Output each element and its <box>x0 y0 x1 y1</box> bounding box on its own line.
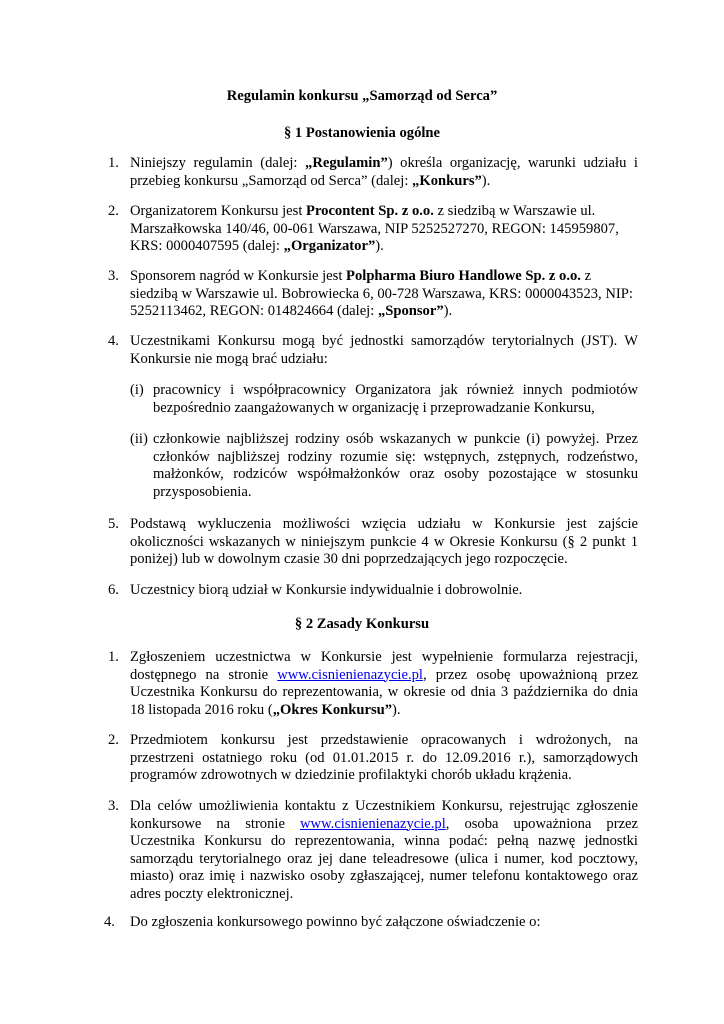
s2-item-3 <box>108 798 638 903</box>
s1-item-4-sub-i <box>130 382 638 417</box>
item-number: 4. <box>108 333 119 349</box>
website-link[interactable]: www.cisnienienazycie.pl <box>300 815 446 832</box>
item-text: Organizatorem Konkursu jest Procontent Sp. z o.o. z siedzibą w Warszawie ul. Marszałkowska 140/46, 00-061 Warszawa, NIP 5252527270, REGON: 145959807, KRS: 0000407595 (dalej: „Organizator”). <box>130 203 619 254</box>
item-number: 4. <box>104 914 115 930</box>
s2-item-4 <box>104 914 638 932</box>
item-text: Zgłoszeniem uczestnictwa w Konkursie jest wypełnienie formularza rejestracji, dostępnego na stronie www.cisnienienazycie.pl, przez osobę upoważnioną przez Uczestnika Konkursu do reprezentowania, w okresie od dnia 3 października do dnia 18 listopada 2016 roku („Okres Konkursu”). <box>130 649 638 718</box>
item-text: Uczestnikami Konkursu mogą być jednostki samorządów terytorialnych (JST). W Konkursie nie mogą brać udziału: <box>130 333 638 367</box>
sub-item-number: (ii) <box>130 431 148 447</box>
s2-item-1 <box>108 649 638 719</box>
item-number: 1. <box>108 155 119 171</box>
sub-item-text: pracownicy i współpracownicy Organizatora jak również innych podmiotów bezpośrednio zaangażowanych w organizację i przeprowadzanie Konkursu, <box>153 382 638 416</box>
s2-item-2 <box>108 732 638 785</box>
item-text: Do zgłoszenia konkursowego powinno być załączone oświadczenie o: <box>130 914 541 930</box>
item-text: Przedmiotem konkursu jest przedstawienie opracowanych i wdrożonych, na przestrzeni ostatniego roku (od 01.01.2015 r. do 12.09.2016 r.), samorządowych programów zdrowotnych w dziedzinie profilaktyki chorób układu krążenia. <box>130 732 638 783</box>
item-text: Dla celów umożliwienia kontaktu z Uczestnikiem Konkursu, rejestrując zgłoszenie konkursowe na stronie www.cisnienienazycie.pl, osoba upoważniona przez Uczestnika Konkursu do reprezentowania, winna podać: pełną nazwę jednostki samorządu terytorialnego oraz jej dane teleadresowe (ulica i numer, kod pocztowy, miasto) oraz imię i nazwisko osoby zgłaszającej, numer telefonu kontaktowego oraz adres poczty elektronicznej. <box>130 798 638 902</box>
item-text: Niniejszy regulamin (dalej: „Regulamin”) określa organizację, warunki udziału i przebieg konkursu „Samorząd od Serca” (dalej: „Konkurs”). <box>130 155 638 189</box>
item-number: 3. <box>108 798 119 814</box>
sub-item-number: (i) <box>130 382 144 398</box>
sub-item-text: członkowie najbliższej rodziny osób wskazanych w punkcie (i) powyżej. Przez członków najbliższej rodziny rozumie się: wstępnych, zstępnych, rodzeństwo, małżonków, rodziców współmałżonków oraz osoby pozostające w stosunku przysposobienia. <box>153 431 638 500</box>
item-number: 2. <box>108 732 119 748</box>
item-number: 2. <box>108 203 119 219</box>
item-number: 5. <box>108 516 119 532</box>
item-text: Sponsorem nagród w Konkursie jest Polpharma Biuro Handlowe Sp. z o.o. z siedzibą w Warszawie ul. Bobrowiecka 6, 00-728 Warszawa, KRS: 0000043523, NIP: 5252113462, REGON: 014824664 (dalej: „Sponsor”). <box>130 268 633 319</box>
s1-item-2 <box>108 203 638 256</box>
item-text: Uczestnicy biorą udział w Konkursie indywidualnie i dobrowolnie. <box>130 582 523 598</box>
item-text: Podstawą wykluczenia możliwości wzięcia udziału w Konkursie jest zajście okoliczności wskazanych w niniejszym punkcie 4 w Okresie Konkursu (§ 2 punkt 1 poniżej) lub w dowolnym czasie 30 dni poprzedzających jego rozpoczęcie. <box>130 516 638 567</box>
item-number: 1. <box>108 649 119 665</box>
item-number: 6. <box>108 582 119 598</box>
s1-item-3 <box>108 268 638 321</box>
section-1-heading: § 1 Postanowienia ogólne <box>283 125 441 141</box>
item-number: 3. <box>108 268 119 284</box>
s1-item-4 <box>108 333 638 368</box>
website-link[interactable]: www.cisnienienazycie.pl <box>277 666 423 683</box>
s1-item-4-sub-ii <box>130 431 638 501</box>
document-title: Regulamin konkursu „Samorząd od Serca” <box>226 88 498 104</box>
s1-item-6 <box>108 582 638 600</box>
s1-item-1 <box>108 155 638 190</box>
s1-item-5 <box>108 516 638 569</box>
section-2-heading: § 2 Zasady Konkursu <box>294 616 430 632</box>
